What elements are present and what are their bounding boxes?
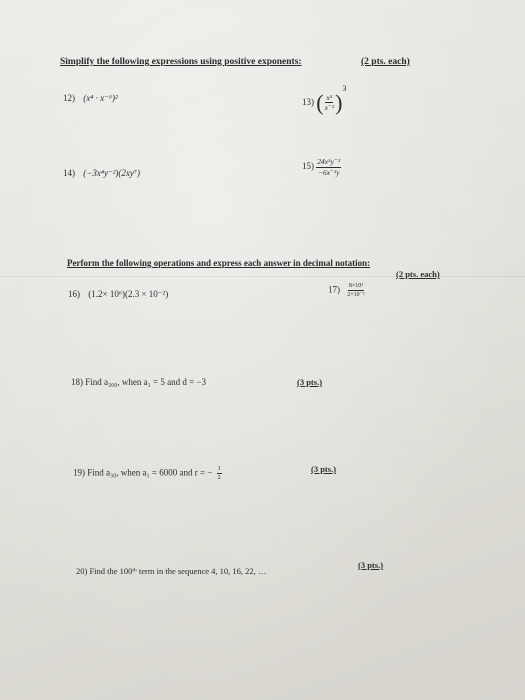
problem-12-expression: (x⁴ · x⁻⁶)² [83, 93, 118, 103]
problem-16 [68, 289, 168, 300]
section2-heading: Perform the following operations and express each answer in decimal notation: [67, 258, 371, 268]
problem-19-text: 19) Find a₃₀, when a₁ = 6000 and r = − [73, 467, 213, 478]
problem-16-expression: (1.2× 10⁶)(2.3 × 10⁻²) [88, 289, 169, 299]
problem-13-power: 3 [342, 84, 347, 93]
problem-14-number: 14) [63, 168, 75, 178]
problem-14-expression: (−3x⁴y⁻²)(2xy⁷) [83, 168, 140, 178]
problem-19-frac-numerator: 1 [217, 466, 221, 472]
problem-17 [328, 283, 366, 298]
problem-13: 13) ( $\frac{\text{x⁵}}{\text{x⁻²}}$ )$^3$ [302, 84, 347, 115]
problem-19 [73, 466, 222, 481]
problem-13-denominator: x⁻² [324, 103, 335, 113]
problem-13-number: 13) [302, 97, 314, 107]
problem-17-numerator: 8×10³ [348, 283, 364, 289]
problem-15 [302, 158, 341, 176]
problem-19-frac-denominator: 2 [217, 475, 221, 481]
problem-20-text: 20) Find the 100ᵗʰ term in the sequence 4, 10, 16, 22, … [76, 566, 267, 576]
problem-12 [63, 93, 118, 104]
problem-18-points: (3 pts.) [297, 377, 323, 387]
problem-20-points: (3 pts.) [358, 560, 384, 570]
problem-14 [63, 168, 140, 179]
problem-15-denominator: −6x⁻²y [317, 167, 340, 177]
problem-15-number: 15) [302, 161, 314, 172]
section1-points: (2 pts. each) [361, 57, 410, 67]
problem-17-denominator: 2×10⁻² [347, 292, 365, 298]
problem-16-number: 16) [68, 289, 80, 299]
section1-heading: Simplify the following expressions using positive exponents: [60, 57, 302, 67]
section2-points: (2 pts. each) [396, 269, 440, 279]
problem-13-numerator: x⁵ [326, 92, 333, 102]
problem-15-numerator: 24x⁵y⁻³ [317, 157, 341, 166]
problem-19-points: (3 pts.) [311, 464, 337, 474]
problem-12-number: 12) [63, 93, 75, 103]
problem-17-number: 17) [328, 284, 340, 295]
problem-18-text: 18) Find a₃₀₀, when a₁ = 5 and d = −3 [71, 377, 207, 387]
paper-fold [0, 276, 525, 277]
